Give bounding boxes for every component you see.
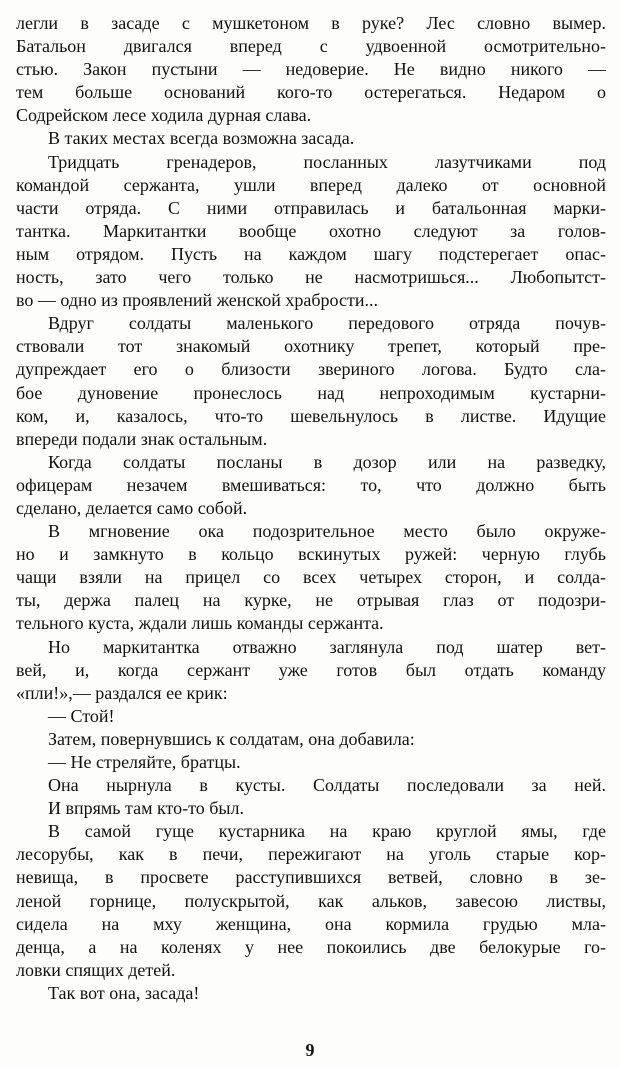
- text-line: вей, и, когда сержант уже готов был отдать команду: [16, 659, 606, 680]
- text-line: денца, а на коленях у нее покоились две белокурые го-: [16, 936, 606, 957]
- text-line: — Не стреляйте, братцы.: [48, 752, 241, 772]
- text-line: Затем, повернувшись к солдатам, она добавила:: [48, 728, 415, 749]
- text-line: И впрямь там кто-то был.: [48, 798, 244, 819]
- text-line: Содрейском лесе ходила дурная слава.: [16, 105, 312, 126]
- text-line: Она нырнула в кусты. Солдаты последовали за ней.: [48, 775, 606, 796]
- text-line: Так вот она, засада!: [48, 982, 200, 1003]
- text-line: «пли!»,— раздался ее крик:: [16, 682, 228, 703]
- page-number: 9: [305, 1040, 315, 1060]
- text-line: ловки спящих детей.: [16, 959, 176, 980]
- text-line: лесорубы, как в печи, пережигают на уголь старые кор-: [16, 844, 606, 865]
- body-text: [16, 12, 606, 1005]
- text-line: — Стой!: [48, 705, 115, 726]
- text-line: Вдруг солдаты маленького передового отряда почув-: [48, 313, 606, 334]
- text-line: Когда солдаты посланы в дозор или на разведку,: [48, 451, 606, 472]
- text-line: командой сержанта, ушли вперед далеко от основной: [16, 174, 606, 195]
- text-line: сидела на мху женщина, она кормила грудью мла-: [16, 913, 606, 934]
- text-line: В самой гуще кустарника на краю круглой ямы, где: [48, 821, 606, 842]
- text-line: ным отрядом. Пусть на каждом шагу подстерегает опас-: [16, 243, 606, 264]
- text-line: тантка. Маркитантки вообще охотно следуют за голов-: [16, 220, 606, 241]
- text-line: Тридцать гренадеров, посланных лазутчиками под: [48, 151, 606, 172]
- text-line: дупреждает его о близости звериного логова. Будто сла-: [16, 359, 606, 380]
- text-line: офицерам незачем вмешиваться: то, что должно быть: [16, 474, 606, 495]
- text-line: ты, держа палец на курке, не отрывая глаз от подозри-: [16, 590, 606, 611]
- text-line: Батальон двигался вперед с удвоенной осмотрительно-: [16, 36, 606, 57]
- text-line: Но маркитантка отважно заглянула под шатер вет-: [48, 636, 606, 657]
- text-line: В таких местах всегда возможна засада.: [48, 128, 355, 149]
- text-line: во — одно из проявлений женской храбрости...: [16, 290, 378, 311]
- text-line: чащи взяли на прицел со всех четырех сторон, и солда-: [16, 567, 606, 588]
- text-line: ствовали тот знакомый охотнику трепет, который пре-: [16, 336, 606, 357]
- text-line: бое дуновение пронеслось над непроходимым кустарни-: [16, 382, 606, 403]
- text-line: ком, и, казалось, что-то шевельнулось в листве. Идущие: [16, 405, 606, 426]
- text-line: леной горнице, полускрытой, как альков, завесою листвы,: [16, 890, 606, 911]
- text-line: сделано, делается само собой.: [16, 497, 248, 518]
- text-line: тем больше оснований кого-то остерегаться. Недаром о: [16, 82, 606, 103]
- text-line: ность, зато чего только не насмотришься... Любопытст-: [16, 267, 606, 288]
- text-line: невища, в просвете расступившихся ветвей, словно в зе-: [16, 867, 606, 888]
- text-line: легли в засаде с мушкетоном в руке? Лес словно вымер.: [16, 13, 606, 33]
- text-line: части отряда. С ними отправилась и батальонная марки-: [16, 197, 606, 218]
- text-line: но и замкнуто в кольцо вскинутых ружей: черную глубь: [16, 544, 606, 565]
- text-line: В мгновение ока подозрительное место было окруже-: [48, 521, 606, 542]
- text-line: тельного куста, ждали лишь команды сержанта.: [16, 613, 384, 634]
- text-line: впереди подали знак остальным.: [16, 428, 268, 449]
- text-line: стью. Закон пустыни — недоверие. Не видно никого —: [16, 59, 606, 80]
